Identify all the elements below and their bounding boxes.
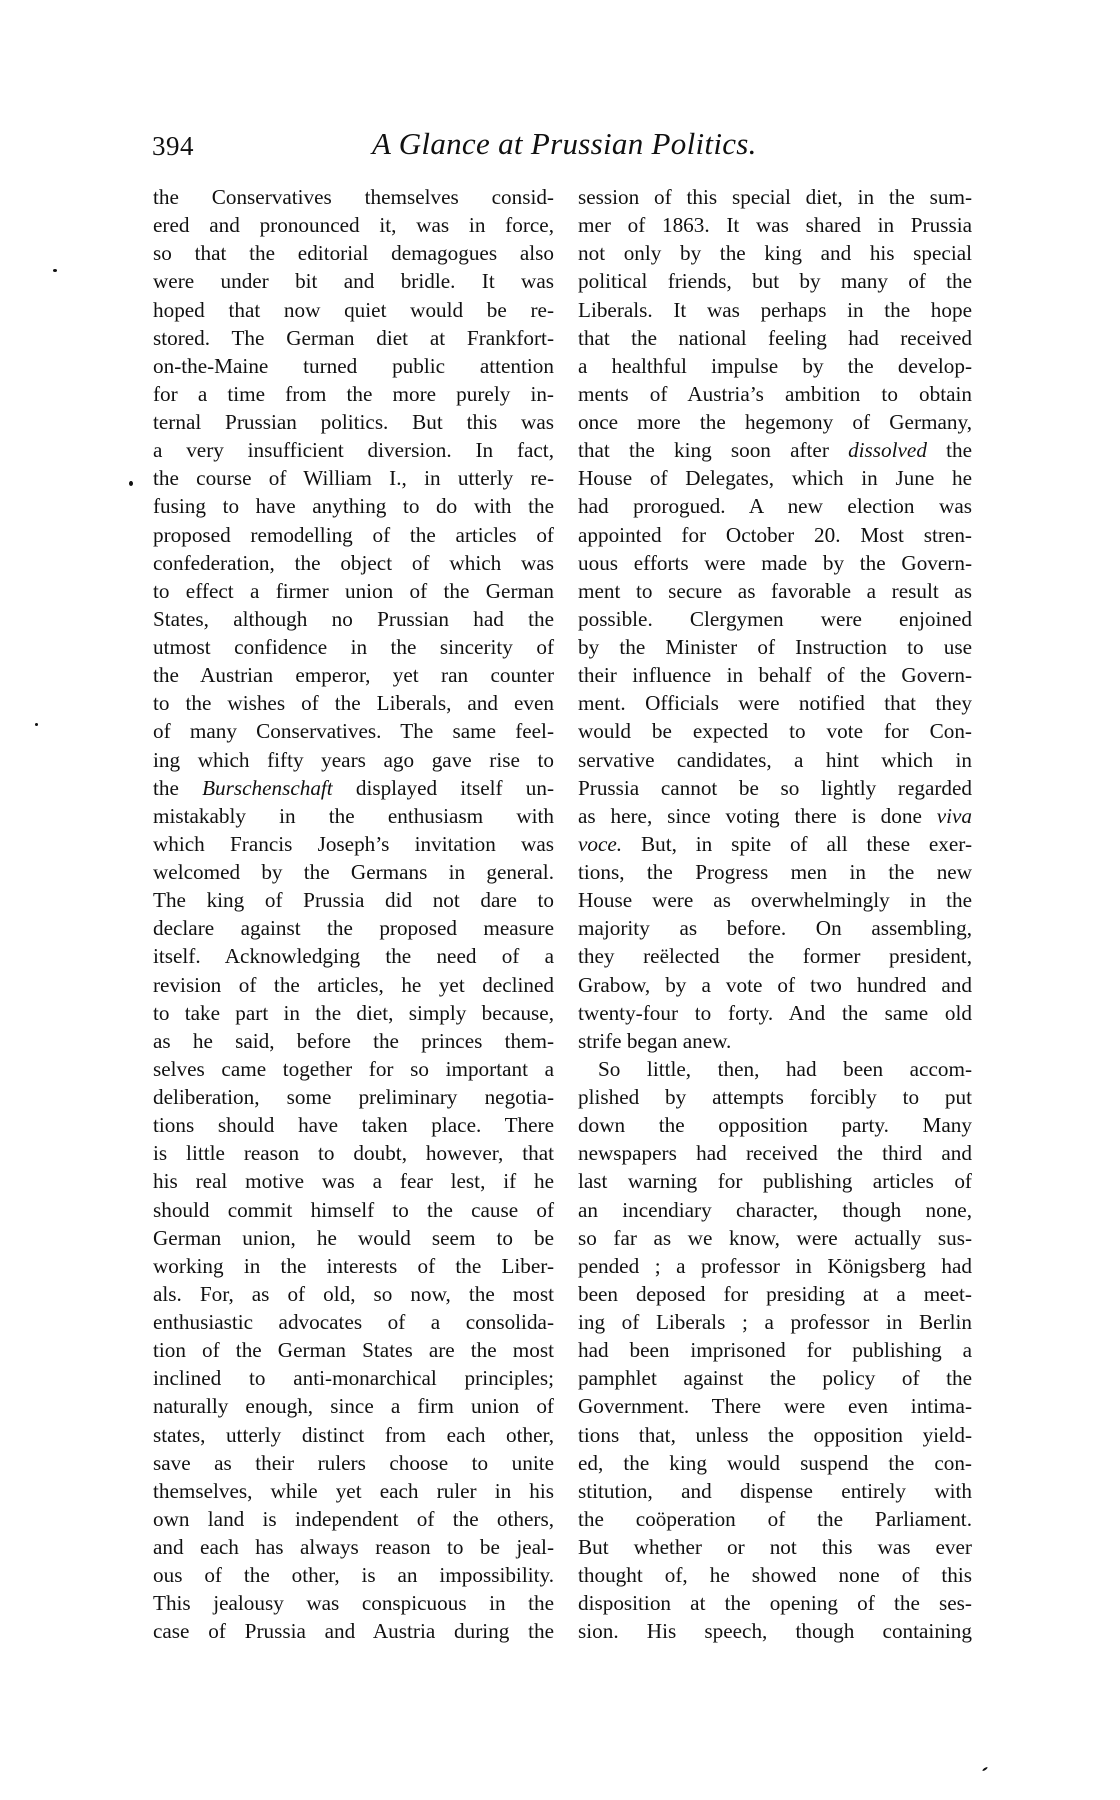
text-line: naturally enough, since a firm union of — [153, 1394, 554, 1419]
text-line: inclined to anti-monarchical principles; — [153, 1366, 554, 1391]
text-line: to take part in the diet, simply because, — [153, 1000, 554, 1025]
text-line: to effect a firmer union of the German — [153, 578, 554, 603]
text-line: tions should have taken place. There — [153, 1113, 554, 1138]
text-line: This jealousy was conspicuous in the — [153, 1591, 554, 1616]
running-title: A Glance at Prussian Politics. — [372, 126, 757, 161]
text-line: disposition at the opening of the ses- — [578, 1591, 972, 1616]
right-text-column — [578, 183, 972, 1646]
text-line: case of Prussia and Austria during the — [153, 1619, 554, 1644]
text-line: once more the hegemony of Germany, — [578, 410, 972, 434]
text-line: servative candidates, a hint which in — [578, 747, 972, 772]
text-line: the Austrian emperor, yet ran counter — [153, 663, 554, 688]
text-line: Government. There were even intima- — [578, 1394, 972, 1419]
text-line: Grabow, by a vote of two hundred and — [578, 972, 972, 997]
text-line: tions, the Progress men in the new — [578, 860, 972, 884]
text-line: the coöperation of the Parliament. — [578, 1506, 972, 1531]
print-speck — [53, 269, 57, 272]
text-line: stitution, and dispense entirely with — [578, 1478, 972, 1503]
text-line: ment to secure as favorable a result as — [578, 578, 972, 603]
text-line: welcomed by the Germans in general. — [153, 860, 554, 884]
text-line: down the opposition party. Many — [578, 1113, 972, 1138]
text-line: stored. The German diet at Frankfort- — [153, 325, 554, 350]
text-line: a healthful impulse by the develop- — [578, 353, 972, 378]
text-line: so that the editorial demagogues also — [153, 241, 554, 266]
text-line: the Burschenschaft displayed itself un- — [153, 775, 555, 800]
italic-term: voce. — [578, 831, 623, 856]
text-line: twenty-four to forty. And the same old — [578, 1000, 972, 1025]
text-line: Prussia cannot be so lightly regarded — [578, 775, 972, 800]
text-line: pended ; a professor in Königsberg had — [578, 1253, 972, 1278]
text-line: confederation, the object of which was — [153, 550, 554, 575]
text-line: of many Conservatives. The same feel- — [153, 719, 554, 744]
text-line: ed, the king would suspend the con- — [578, 1450, 972, 1475]
text-line: which Francis Joseph’s invitation was — [153, 831, 554, 856]
text-line: majority as before. On assembling, — [578, 916, 972, 941]
text-line: enthusiastic advocates of a consolida- — [153, 1310, 554, 1334]
text-line: thought of, he showed none of this — [578, 1563, 972, 1588]
text-line: hoped that now quiet would be re- — [153, 297, 554, 322]
text-line: an incendiary character, though none, — [578, 1197, 972, 1222]
text-line: their influence in behalf of the Govern- — [578, 663, 972, 688]
text-line: session of this special diet, in the sum- — [578, 185, 972, 209]
text-line: to the wishes of the Liberals, and even — [153, 691, 554, 716]
text-line: utmost confidence in the sincerity of — [153, 635, 554, 659]
text-line: that the king soon after dissolved the — [578, 438, 973, 463]
text-line: a very insufficient diversion. In fact, — [153, 438, 554, 463]
text-line: ing of Liberals ; a professor in Berlin — [578, 1310, 972, 1334]
text-line: als. For, as of old, so now, the most — [153, 1281, 554, 1306]
text-line: political friends, but by many of the — [578, 269, 972, 294]
text-line: voce. But, in spite of all these exer- — [578, 831, 972, 856]
text-line: were under bit and bridle. It was — [153, 269, 554, 294]
text-line: themselves, while yet each ruler in his — [153, 1478, 554, 1503]
text-line: So little, then, had been accom- — [598, 1056, 972, 1081]
text-line: last warning for publishing articles of — [578, 1169, 972, 1194]
text-line: tions that, unless the opposition yield- — [578, 1422, 972, 1447]
text-line: newspapers had received the third and — [578, 1141, 972, 1166]
text-line: save as their rulers choose to unite — [153, 1450, 554, 1475]
text-line: should commit himself to the cause of — [153, 1197, 554, 1222]
text-line: his real motive was a fear lest, if he — [153, 1169, 554, 1194]
text-line: ous of the other, is an impossibility. — [153, 1563, 554, 1588]
text-line: sion. His speech, though containing — [578, 1619, 972, 1644]
text-line: fusing to have anything to do with the — [153, 494, 554, 519]
text-line: House of Delegates, which in June he — [578, 466, 972, 491]
text-line: is little reason to doubt, however, that — [153, 1141, 554, 1166]
page-number: 394 — [152, 131, 194, 161]
text-line: revision of the articles, he yet declined — [153, 972, 554, 997]
text-line: plished by attempts forcibly to put — [578, 1085, 972, 1109]
text-line: ments of Austria’s ambition to obtain — [578, 381, 972, 406]
text-line: ternal Prussian politics. But this was — [153, 410, 554, 434]
italic-term: viva — [936, 803, 972, 828]
text-line: Liberals. It was perhaps in the hope — [578, 297, 972, 322]
text-line: not only by the king and his special — [578, 241, 972, 266]
text-line: deliberation, some preliminary negotia- — [153, 1085, 554, 1109]
text-line: strife began anew. — [578, 1028, 732, 1053]
text-line: German union, he would seem to be — [153, 1225, 554, 1250]
text-line: mer of 1863. It was shared in Prussia — [578, 213, 972, 238]
print-speck — [982, 1766, 988, 1771]
text-line: would be expected to vote for Con- — [578, 719, 972, 744]
text-line: The king of Prussia did not dare to — [153, 888, 554, 913]
text-line: declare against the proposed measure — [153, 916, 554, 941]
text-line: so far as we know, were actually sus- — [578, 1225, 972, 1250]
text-line: the course of William I., in utterly re- — [153, 466, 554, 491]
text-line: states, utterly distinct from each other, — [153, 1422, 554, 1447]
text-line: mistakably in the enthusiasm with — [153, 803, 554, 828]
text-line: ing which fifty years ago gave rise to — [153, 747, 554, 772]
print-speck — [35, 723, 38, 726]
left-text-column — [153, 183, 554, 1646]
text-line: and each has always reason to be jeal- — [153, 1535, 554, 1559]
text-line: on-the-Maine turned public attention — [153, 353, 554, 378]
text-line: tion of the German States are the most — [153, 1338, 554, 1363]
text-line: ment. Officials were notified that they — [578, 691, 972, 716]
text-line: working in the interests of the Liber- — [153, 1253, 554, 1278]
text-line: ered and pronounced it, was in force, — [153, 213, 554, 238]
text-line: possible. Clergymen were enjoined — [578, 606, 972, 631]
text-line: House were as overwhelmingly in the — [578, 888, 972, 913]
text-line: itself. Acknowledging the need of a — [153, 944, 554, 969]
print-speck — [129, 481, 133, 486]
italic-term: dissolved — [848, 438, 927, 463]
text-line: pamphlet against the policy of the — [578, 1366, 972, 1391]
text-line: that the national feeling had received — [578, 325, 972, 350]
text-line: as here, since voting there is done viva — [578, 803, 972, 828]
text-line: by the Minister of Instruction to use — [578, 635, 972, 659]
text-line: as he said, before the princes them- — [153, 1028, 554, 1053]
text-line: own land is independent of the others, — [153, 1506, 554, 1531]
text-line: uous efforts were made by the Govern- — [578, 550, 972, 575]
text-line: selves came together for so important a — [153, 1056, 554, 1081]
text-line: But whether or not this was ever — [578, 1535, 972, 1559]
text-line: had been imprisoned for publishing a — [578, 1338, 972, 1363]
text-line: proposed remodelling of the articles of — [153, 522, 554, 547]
text-line: the Conservatives themselves consid- — [153, 185, 554, 209]
text-line: for a time from the more purely in- — [153, 381, 554, 406]
text-line: they reëlected the former president, — [578, 944, 972, 969]
text-line: States, although no Prussian had the — [153, 606, 554, 631]
italic-term: Burschenschaft — [202, 775, 333, 800]
text-line: been deposed for presiding at a meet- — [578, 1281, 972, 1306]
text-line: had prorogued. A new election was — [578, 494, 972, 519]
text-line: appointed for October 20. Most stren- — [578, 522, 972, 547]
